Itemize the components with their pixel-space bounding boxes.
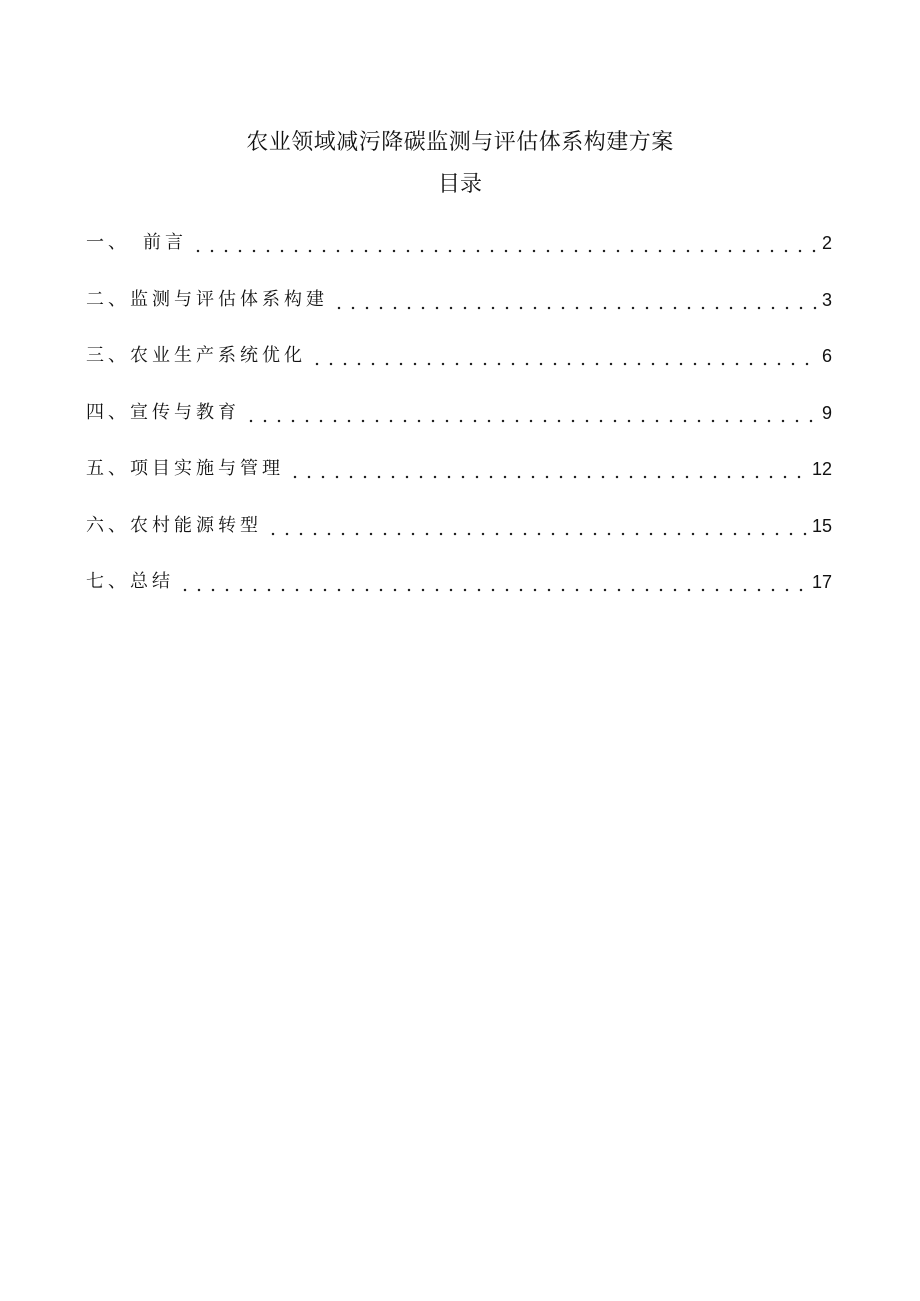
dot-leader [264, 513, 808, 539]
toc-entry-label: 一、 前言 [86, 232, 187, 253]
dot-leader [330, 287, 818, 313]
toc-entry-monitoring-system[interactable] [86, 287, 832, 344]
toc-entry-label: 五、项目实施与管理 [86, 458, 284, 479]
toc-entry-energy-transition[interactable] [86, 513, 832, 570]
dot-leader [242, 400, 818, 426]
toc-page-number: 6 [821, 346, 832, 366]
toc-entry-preface[interactable] [86, 230, 832, 287]
toc-entry-production-optimization[interactable] [86, 343, 832, 400]
toc-page-number: 2 [821, 233, 832, 253]
toc-heading: 目录 [437, 172, 482, 197]
toc-entry-label: 四、宣传与教育 [86, 401, 240, 423]
toc-entry-publicity-education[interactable] [86, 400, 832, 457]
toc-page-number: 9 [821, 402, 832, 423]
document-title: 农业领域减污降碳监测与评估体系构建方案 [246, 130, 674, 155]
table-of-contents [86, 230, 832, 626]
toc-entry-label: 七、总结 [86, 571, 174, 592]
toc-entry-project-management[interactable] [86, 456, 832, 513]
toc-page-number: 3 [821, 289, 832, 310]
toc-page-number: 17 [811, 572, 832, 592]
dot-leader [286, 456, 808, 482]
toc-entry-label: 二、监测与评估体系构建 [86, 288, 328, 310]
toc-entry-label: 六、农村能源转型 [86, 514, 262, 536]
toc-page-number: 12 [811, 459, 832, 479]
toc-entry-summary[interactable] [86, 569, 832, 626]
toc-page-number: 15 [811, 515, 832, 536]
dot-leader [308, 343, 818, 369]
toc-entry-label: 三、农业生产系统优化 [86, 345, 306, 366]
dot-leader [176, 569, 808, 595]
dot-leader [189, 230, 818, 256]
